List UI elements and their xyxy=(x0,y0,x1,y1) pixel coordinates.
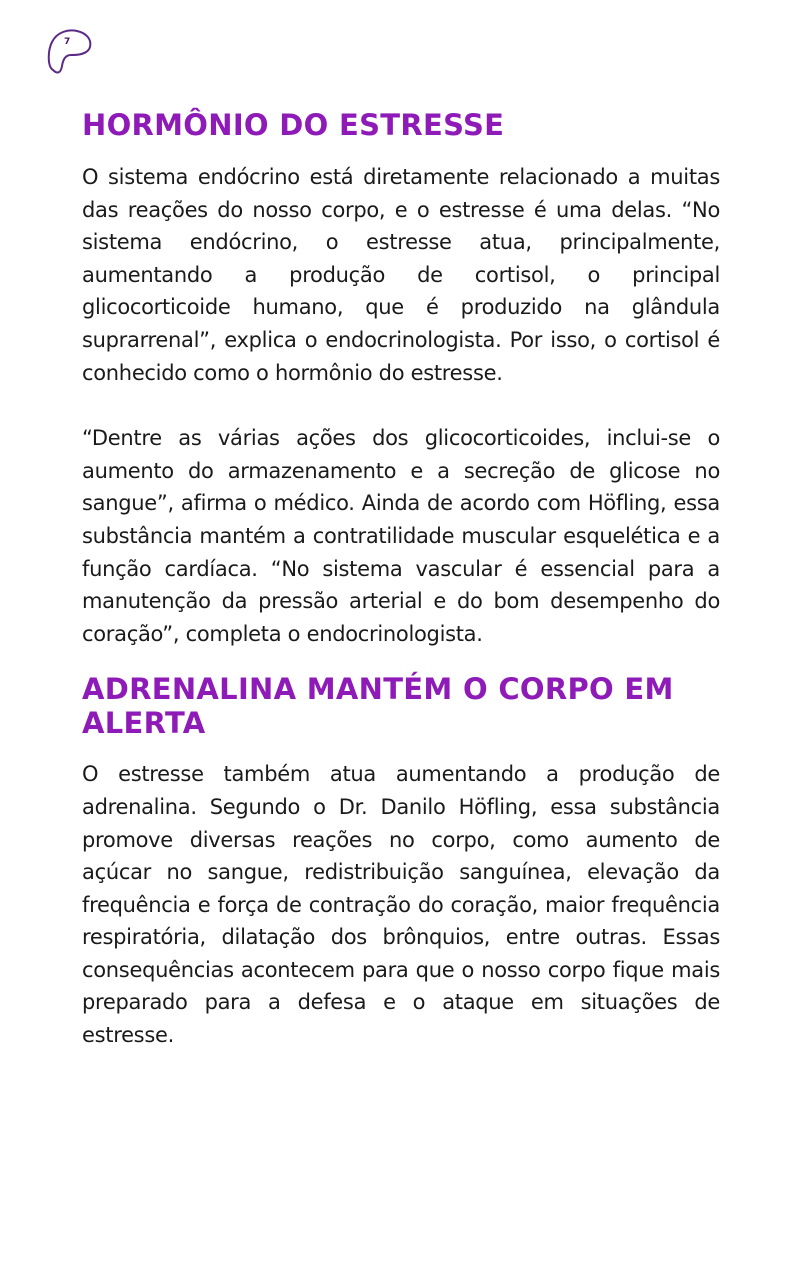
paragraph-adrenaline: O estresse também atua aumentando a produção de adrenalina. Segundo o Dr. Danilo Höfling, essa substância promove diversas reações no corpo, como aumento de açúcar no sangue, redistribuição sanguínea, elevação da frequência e força de contração do coração, maior frequência respiratória, dilatação dos brônquios, entre outras. Essas consequências acontecem para que o nosso corpo fique mais preparado para a defesa e o ataque em situações de estresse. xyxy=(82,762,720,1048)
paragraph-endocrine-system: O sistema endócrino está diretamente relacionado a muitas das reações do nosso corpo, e o estresse é uma delas. “No sistema endócrino, o estresse atua, principalmente, aumentando a produção de cortisol, o principal glicocorticoide humano, que é produzido na glândula suprarrenal”, explica o endocrinologista. Por isso, o cortisol é conhecido como o hormônio do estresse. xyxy=(82,165,720,385)
section-heading-adrenaline: ADRENALINA MANTÉM O CORPO EM ALERTA xyxy=(82,672,674,741)
page-number: 7 xyxy=(64,37,71,47)
paragraph-glucocorticoids: “Dentre as várias ações dos glicocorticoides, inclui-se o aumento do armazenamento e a secreção de glicose no sangue”, afirma o médico. Ainda de acordo com Höfling, essa substância mantém a contratilidade muscular esquelética e a função cardíaca. “No sistema vascular é essencial para a manutenção da pressão arterial e do bom desempenho do coração”, completa o endocrinologista. xyxy=(82,426,720,646)
article-content xyxy=(82,108,720,1052)
section-heading-stress-hormone: HORMÔNIO DO ESTRESSE xyxy=(82,108,505,142)
page-number-badge-icon xyxy=(46,26,96,78)
